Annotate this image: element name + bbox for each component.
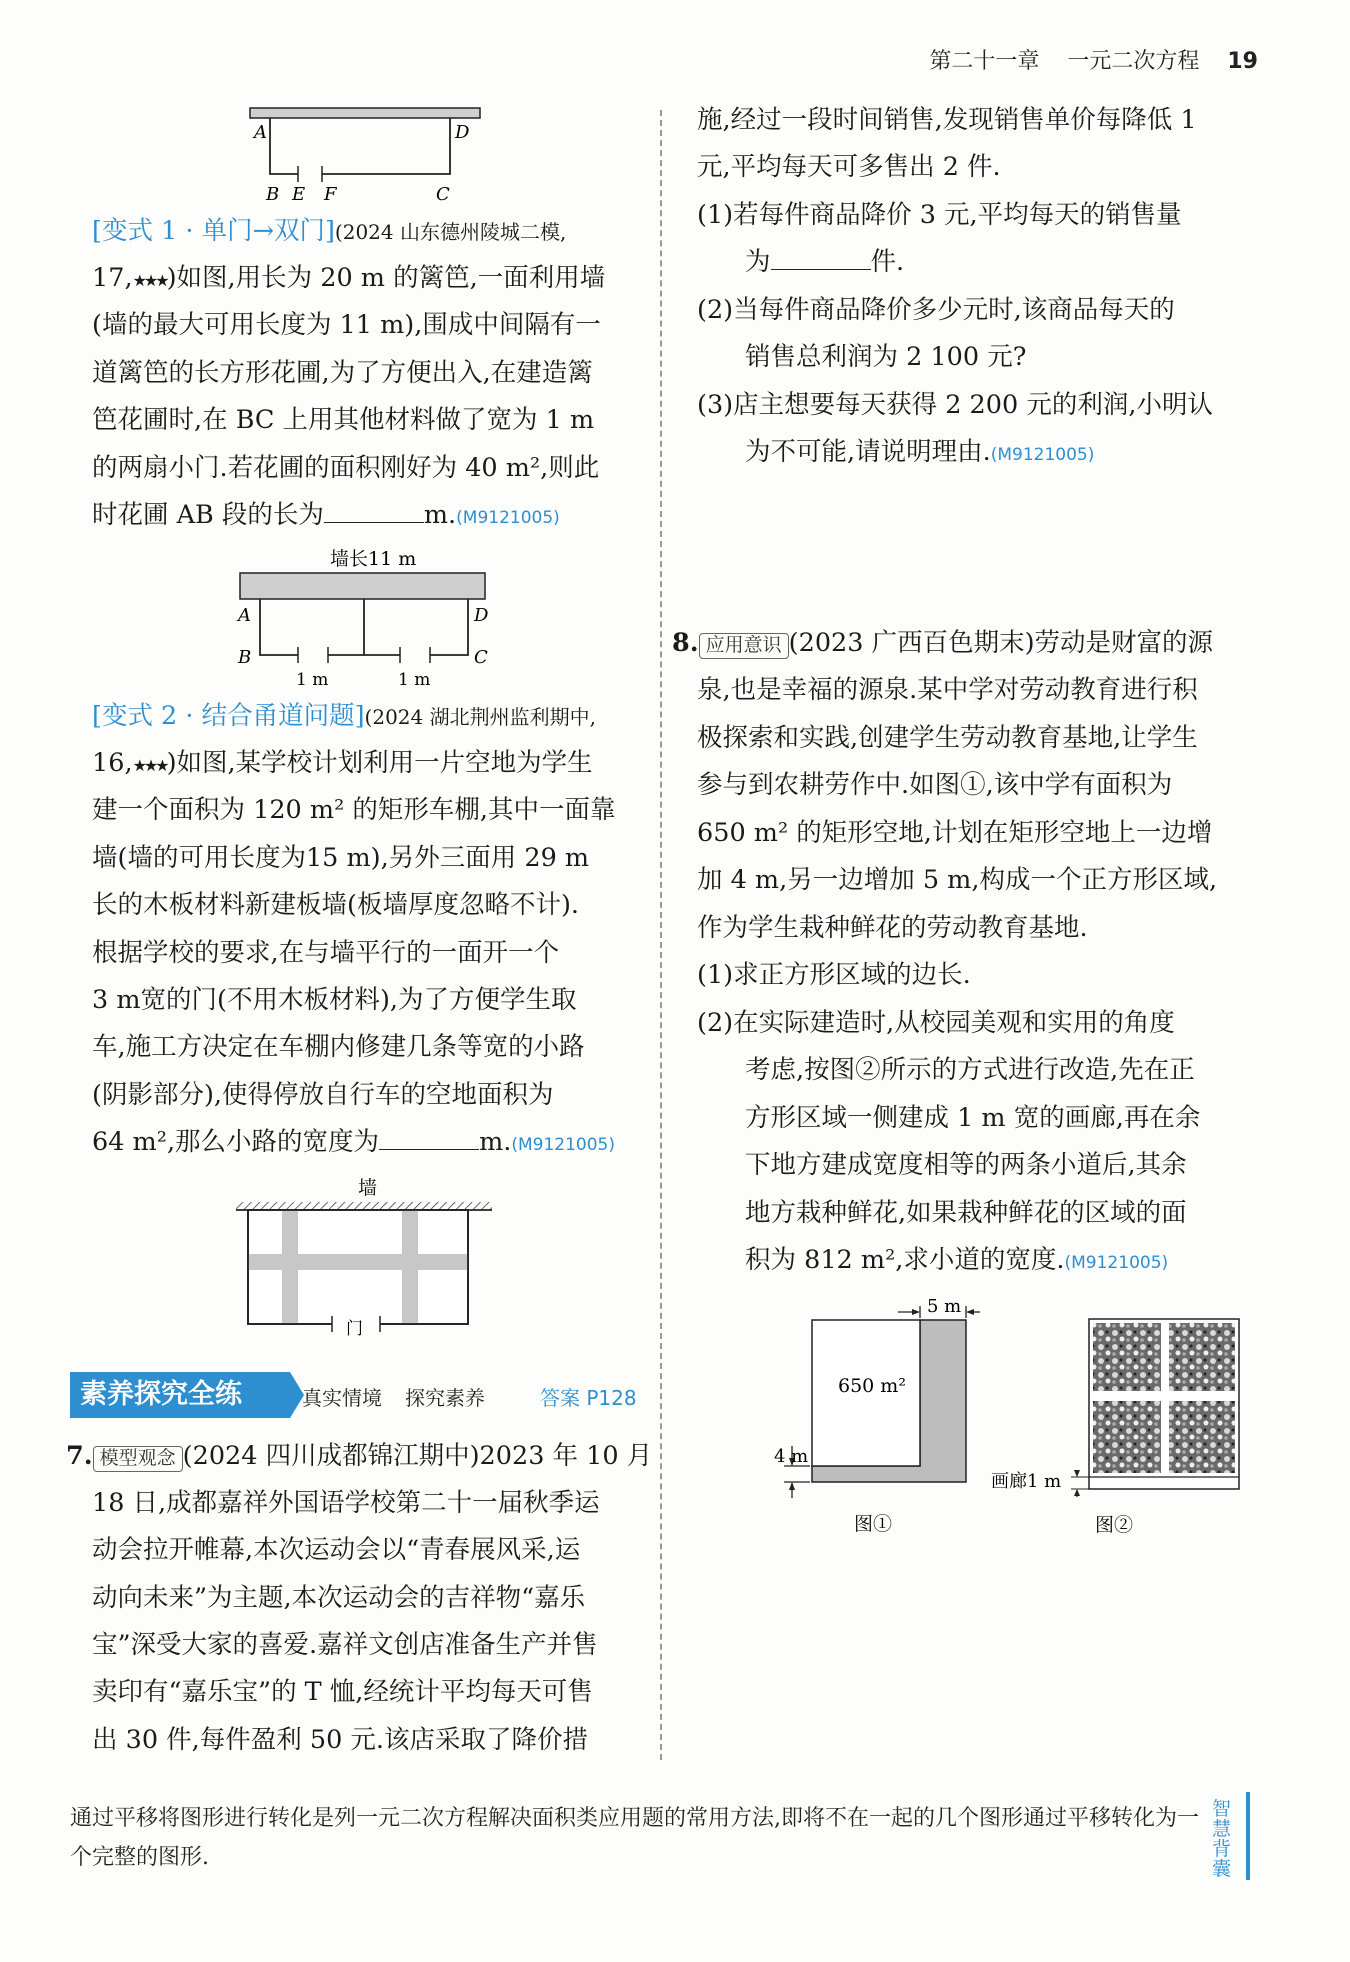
- q7c-line-4: 为 件.: [745, 247, 905, 277]
- q8-tag: 应用意识: [699, 633, 789, 659]
- figure-fence-single-door: [240, 104, 500, 204]
- answer-blank[interactable]: [771, 247, 871, 270]
- answer-ref: 答案 P128: [540, 1386, 637, 1410]
- q7-code: (M9121005): [990, 445, 1095, 465]
- answer-blank[interactable]: [379, 1127, 479, 1150]
- gallery-label: 画廊1 m: [991, 1471, 1062, 1492]
- q8-line-5: 650 m² 的矩形空地,计划在矩形空地上一边增: [697, 818, 1213, 848]
- label-A: A: [254, 122, 267, 143]
- v1-line-2: 17,★★★)如图,用长为 20 m 的篱笆,一面利用墙: [92, 263, 606, 293]
- v1-code: (M9121005): [456, 508, 560, 528]
- label-B: B: [266, 184, 280, 204]
- door-width-1: 1 m: [296, 670, 329, 690]
- v2-line-3: 建一个面积为 120 m² 的矩形车棚,其中一面靠: [92, 795, 616, 825]
- q8-line-2: 泉,也是幸福的源泉.某中学对劳动教育进行积: [697, 675, 1198, 705]
- door-label: 门: [346, 1319, 363, 1339]
- v2-line-5: 长的木板材料新建板墙(板墙厚度忽略不计).: [92, 890, 580, 920]
- q8-line-14: 积为 812 m²,求小道的宽度.(M9121005): [745, 1245, 1169, 1275]
- v2-line-1: [变式 2 · 结合甬道问题](2024 湖北荆州监利期中,: [92, 701, 596, 731]
- v2-line-4: 墙(墙的可用长度为15 m),另外三面用 29 m: [92, 843, 590, 873]
- page-header: [929, 44, 1258, 75]
- footer-tip: 通过平移将图形进行转化是列一元二次方程解决面积类应用题的常用方法,即将不在一起的几个图形通过平移转化为一个完整的图形.: [70, 1806, 1199, 1870]
- v1-line-5: 笆花圃时,在 BC 上用其他材料做了宽为 1 m: [92, 405, 595, 435]
- v1-line-4: 道篱笆的长方形花圃,为了方便出入,在建造篱: [92, 358, 593, 388]
- v2-line-10: 64 m²,那么小路的宽度为 m.(M9121005): [92, 1127, 616, 1157]
- page-number: 19: [1227, 49, 1258, 74]
- figure-8-1: [770, 1290, 980, 1540]
- v1-line-6: 的两扇小门.若花圃的面积刚好为 40 m²,则此: [92, 453, 600, 483]
- flower-plot: [1169, 1323, 1235, 1391]
- label-C: C: [436, 184, 450, 204]
- q8-line-8: (1)求正方形区域的边长.: [697, 960, 971, 990]
- figure-fence-double-door: [230, 545, 500, 695]
- wall: [250, 108, 480, 118]
- wall: [240, 573, 485, 599]
- door-width-2: 1 m: [398, 670, 431, 690]
- q7c-line-7: (3)店主想要每天获得 2 200 元的利润,小明认: [697, 390, 1213, 420]
- flower-plot: [1093, 1323, 1161, 1391]
- v2-line-2: 16,★★★)如图,某学校计划利用一片空地为学生: [92, 748, 593, 778]
- q8-line-6: 加 4 m,另一边增加 5 m,构成一个正方形区域,: [697, 865, 1218, 895]
- q8-number: 8.: [672, 628, 699, 658]
- section-banner: 素养探究全练: [70, 1372, 290, 1418]
- section-title: 一元二次方程: [1067, 49, 1200, 74]
- q8-line-3: 极探索和实践,创建学生劳动教育基地,让学生: [697, 723, 1198, 753]
- label-A: A: [238, 605, 251, 626]
- dim-5m: 5 m: [927, 1296, 962, 1317]
- v1-tag: [变式 1 · 单门→双门]: [92, 216, 335, 246]
- q7c-line-6: 销售总利润为 2 100 元?: [745, 342, 1027, 372]
- label-E: E: [292, 184, 306, 204]
- q7c-line-8: 为不可能,请说明理由.(M9121005): [745, 437, 1095, 467]
- v2-line-7: 3 m宽的门(不用木板材料),为了方便学生取: [92, 985, 577, 1015]
- q7-line-2: 18 日,成都嘉祥外国语学校第二十一届秋季运: [92, 1488, 600, 1518]
- q8-line-10: 考虑,按图②所示的方式进行改造,先在正: [745, 1055, 1195, 1085]
- answer-blank[interactable]: [324, 500, 424, 523]
- chapter-title: 第二十一章: [929, 49, 1040, 74]
- area-label: 650 m²: [838, 1375, 906, 1397]
- q7-number: 7.: [66, 1441, 93, 1471]
- label-B: B: [238, 647, 252, 668]
- q7c-line-3: (1)若每件商品降价 3 元,平均每天的销售量: [697, 200, 1182, 230]
- flower-plot: [1169, 1401, 1235, 1473]
- v1-line-1: [变式 1 · 单门→双门](2024 山东德州陵城二模,: [92, 216, 567, 246]
- label-D: D: [474, 605, 489, 626]
- q7-line-5: 宝”深受大家的喜爱.嘉祥文创店准备生产并售: [92, 1630, 598, 1660]
- q7c-line-1: 施,经过一段时间销售,发现销售单价每降低 1: [697, 105, 1197, 135]
- q7-tag: 模型观念: [93, 1446, 183, 1472]
- caption-fig1: 图①: [854, 1513, 893, 1535]
- q7c-line-5: (2)当每件商品降价多少元时,该商品每天的: [697, 295, 1175, 325]
- q7-line-6: 卖印有“嘉乐宝”的 T 恤,经统计平均每天可售: [92, 1677, 593, 1707]
- v2-line-9: (阴影部分),使得停放自行车的空地面积为: [92, 1080, 554, 1110]
- q7-line-7: 出 30 件,每件盈利 50 元.该店采取了降价措: [92, 1725, 589, 1755]
- flower-plot: [1093, 1401, 1161, 1473]
- q8-line-13: 地方栽种鲜花,如果栽种鲜花的区域的面: [745, 1198, 1187, 1228]
- label-D: D: [455, 122, 470, 143]
- side-label: 智慧背囊: [1212, 1798, 1232, 1880]
- banner-tag-2: 探究素养: [405, 1386, 485, 1410]
- q8-line-4: 参与到农耕劳作中.如图①,该中学有面积为: [697, 770, 1173, 800]
- label-C: C: [474, 647, 488, 668]
- side-accent-bar: [1246, 1792, 1250, 1880]
- wall-length-label: 墙长11 m: [330, 548, 417, 570]
- wall-hatch: [236, 1202, 492, 1210]
- wall-label: 墙: [358, 1177, 378, 1199]
- q8-code: (M9121005): [1064, 1253, 1169, 1273]
- v2-line-6: 根据学校的要求,在与墙平行的一面开一个: [92, 938, 560, 968]
- v2-tag: [变式 2 · 结合甬道问题]: [92, 701, 365, 731]
- v1-line-7: 时花圃 AB 段的长为 m.(M9121005): [92, 500, 560, 530]
- label-F: F: [324, 184, 337, 204]
- q8-line-7: 作为学生栽种鲜花的劳动教育基地.: [697, 913, 1088, 943]
- v2-code: (M9121005): [511, 1135, 616, 1155]
- figure-bike-shed: [230, 1172, 500, 1342]
- path-horizontal: [248, 1254, 468, 1270]
- difficulty-stars-icon: ★★★: [132, 271, 167, 290]
- v1-line-3: (墙的最大可用长度为 11 m),围成中间隔有一: [92, 310, 601, 340]
- q8-line-11: 方形区域一侧建成 1 m 宽的画廊,再在余: [745, 1103, 1201, 1133]
- dim-4m: 4 m: [774, 1446, 809, 1467]
- banner-tag-1: 真实情境: [302, 1386, 382, 1410]
- column-divider: [660, 110, 662, 1760]
- q7-line-3: 动会拉开帷幕,本次运动会以“青春展风采,运: [92, 1535, 581, 1565]
- difficulty-stars-icon: ★★★: [132, 756, 167, 775]
- figure-8-2: [985, 1315, 1255, 1540]
- v2-line-8: 车,施工方决定在车棚内修建几条等宽的小路: [92, 1032, 585, 1062]
- q7-line-4: 动向未来”为主题,本次运动会的吉祥物“嘉乐: [92, 1583, 586, 1613]
- q8-line-12: 下地方建成宽度相等的两条小道后,其余: [745, 1150, 1187, 1180]
- q8-line-1: 8. 应用意识 (2023 广西百色期末)劳动是财富的源: [672, 628, 1214, 658]
- q7c-line-2: 元,平均每天可多售出 2 件.: [697, 152, 1001, 182]
- q8-line-9: (2)在实际建造时,从校园美观和实用的角度: [697, 1008, 1175, 1038]
- caption-fig2: 图②: [1095, 1514, 1134, 1536]
- q7-line-1: 7. 模型观念 (2024 四川成都锦江期中)2023 年 10 月: [66, 1441, 653, 1471]
